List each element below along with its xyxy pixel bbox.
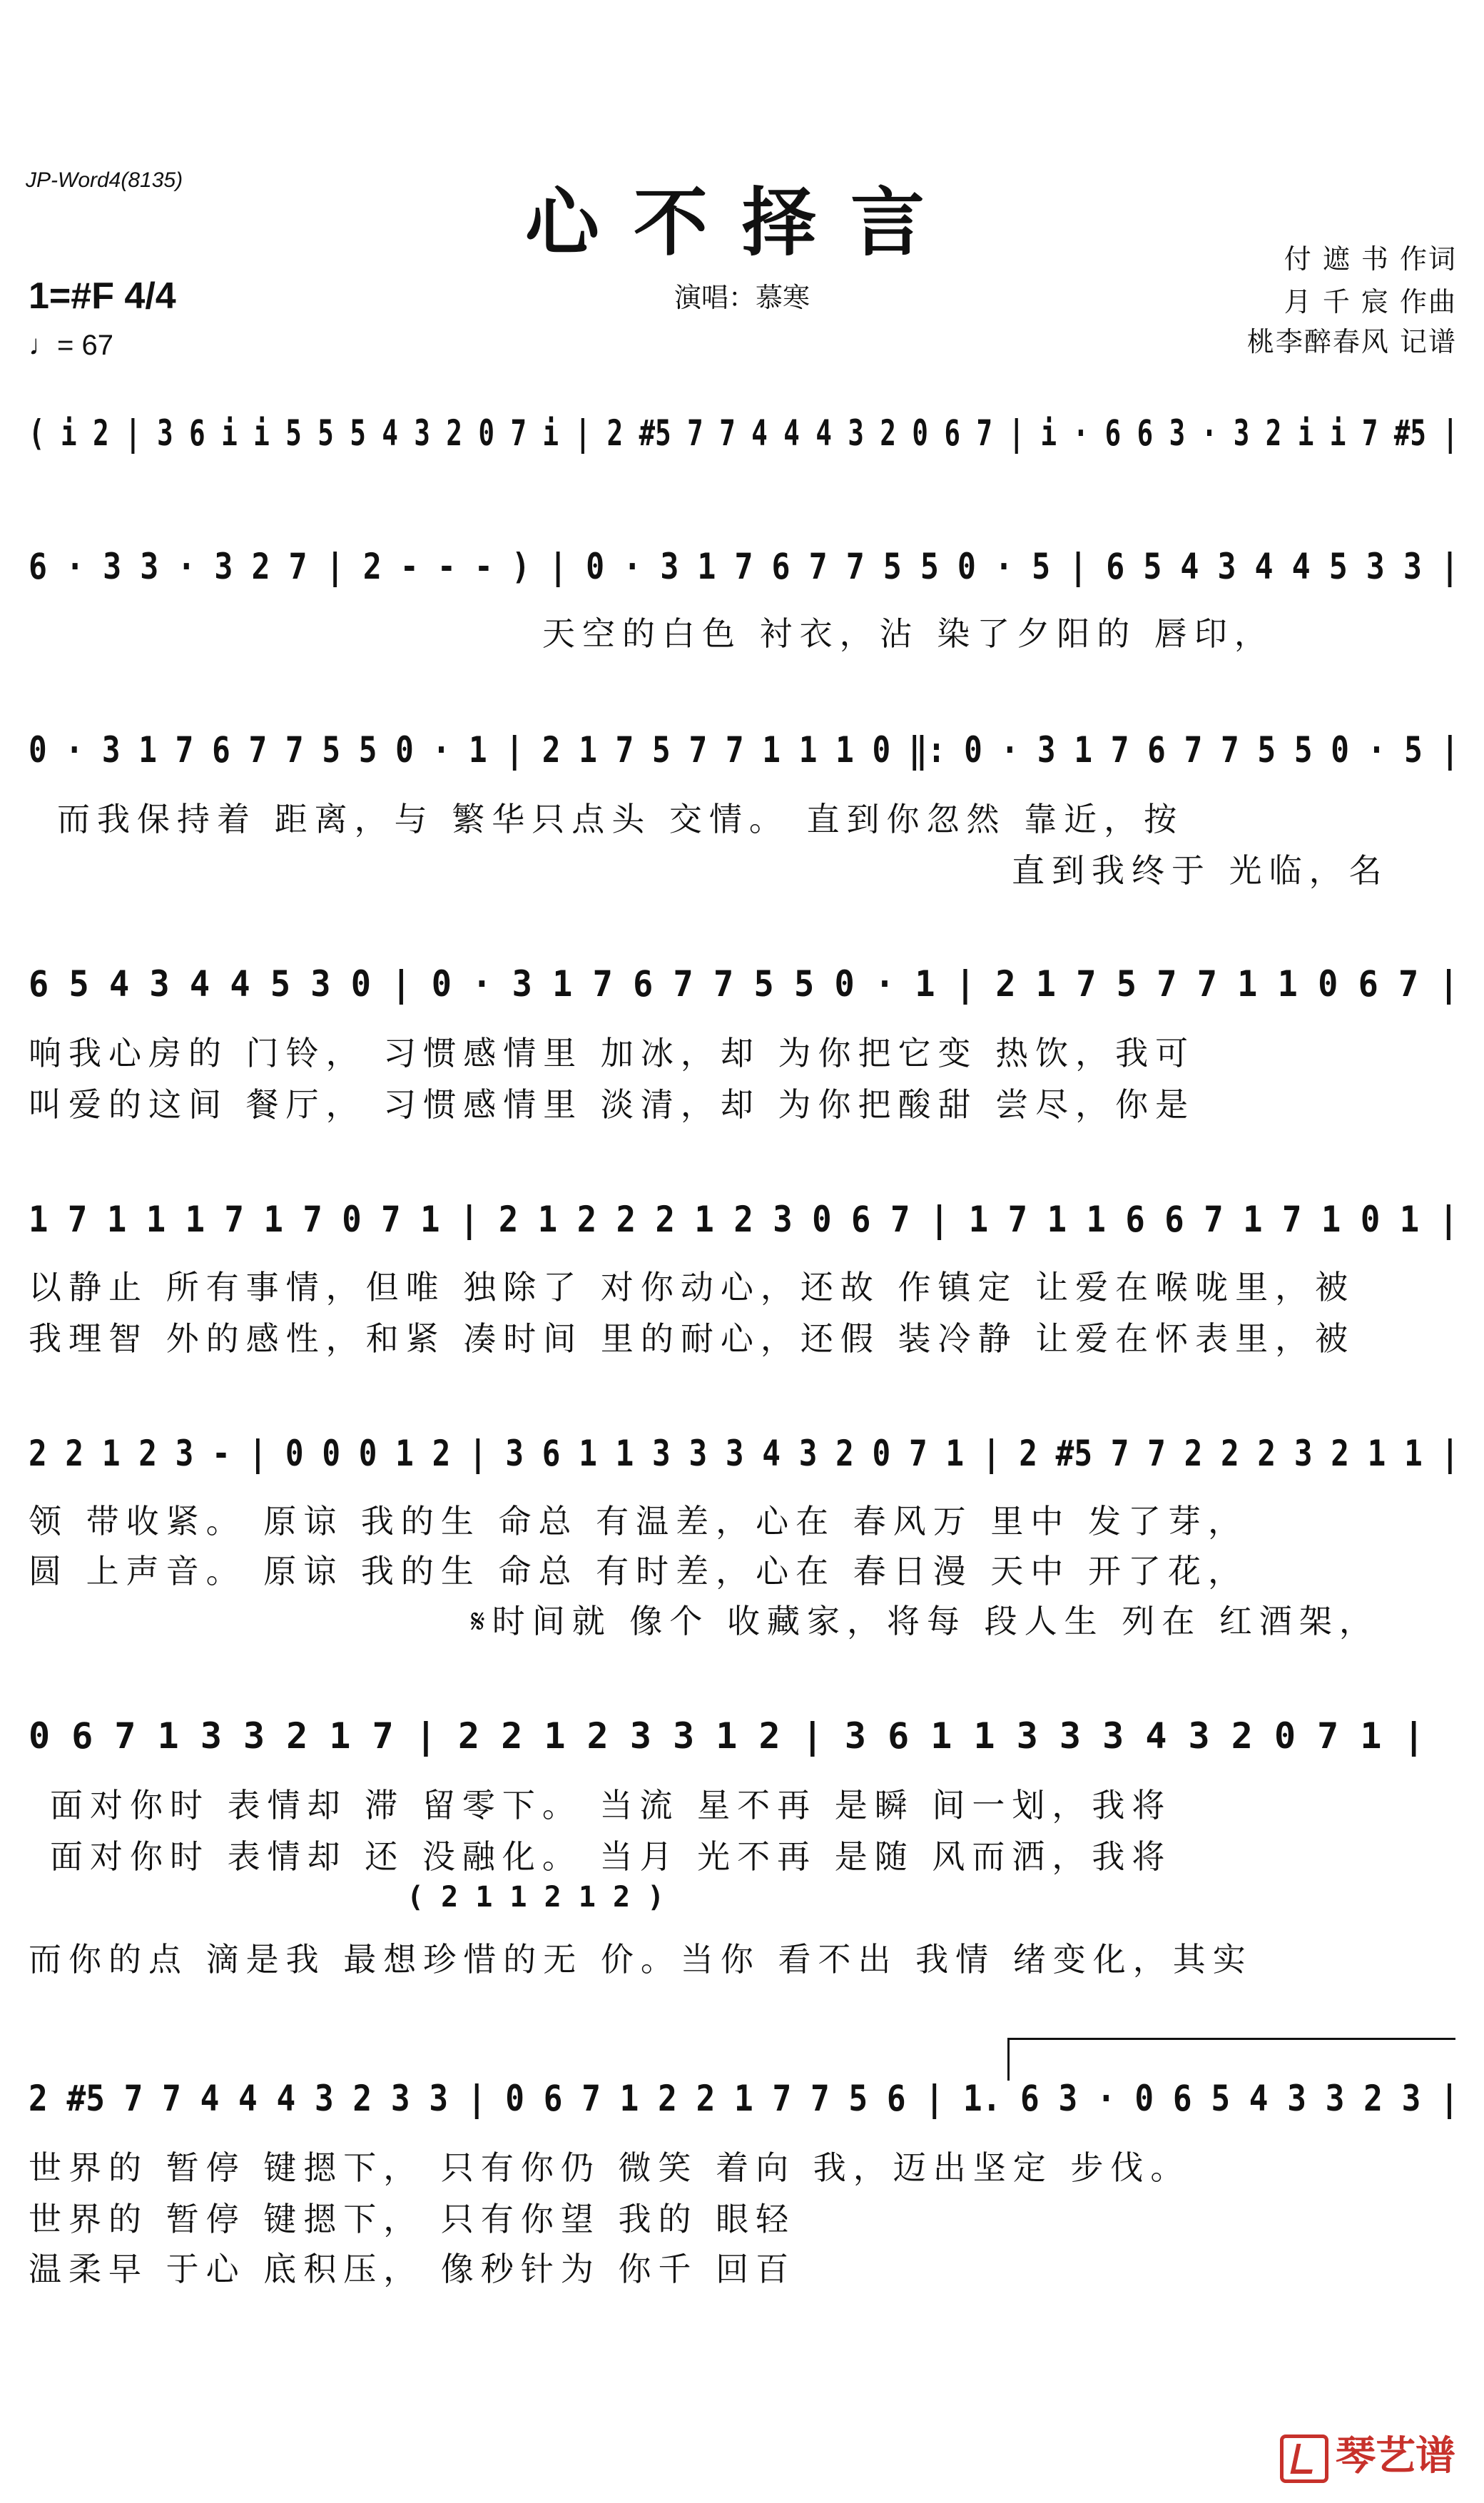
tempo-marking: ♩= 67 xyxy=(29,330,113,361)
lyric-line-4-2: 叫爱的这间 餐厅， 习惯感情里 淡清，却 为你把酸甜 尝尽，你是 xyxy=(29,1085,1196,1124)
singer-credit: 演唱：慕寒 xyxy=(674,282,810,313)
lyric-line-8-3: 温柔早 于心 底积压， 像秒针为 你千 回百 xyxy=(29,2250,796,2288)
triplet-notes: ( 2 1 1 2 1 2 ) xyxy=(407,1881,665,1914)
lyric-line-3-1: 而我保持着 距离，与 繁华只点头 交情。 直到你忽然 靠近，按 xyxy=(57,800,1184,838)
notation-line-1: ( i 2 | 3 6 i i 5 5 5 4 3 2 0 7 i | 2 #5 7 7 4 4 4 3 2 0 6 7 | i · 6 6 3 · 3 2 i i 7 #5 | xyxy=(29,412,1458,454)
logo-icon xyxy=(1280,2435,1328,2483)
notation-line-7: 0 6 7 1 3 3 2 1 7 | 2 2 1 2 3 3 1 2 | 3 6 1 1 3 3 3 4 3 2 0 7 1 | xyxy=(29,1715,1425,1757)
lyric-line-6-2: 圆 上声音。 原谅 我的生 命总 有时差，心在 春日漫 天中 开了花， xyxy=(29,1552,1248,1590)
lyric-line-2-1: 天空的白色 衬衣，沾 染了夕阳的 唇印， xyxy=(542,614,1274,653)
lyric-line-6-3: 𝄋时间就 像个 收藏家，将每 段人生 列在 红酒架， xyxy=(471,1602,1379,1640)
notation-line-5: 1 7 1 1 1 7 1 7 0 7 1 | 2 1 2 2 2 1 2 3 0 6 7 | 1 7 1 1 6 6 7 1 7 1 0 1 | xyxy=(29,1199,1459,1240)
song-title: 心不择言 xyxy=(524,178,959,266)
transcriber-credit: 桃李醉春风 记谱 xyxy=(1246,326,1457,357)
lyric-line-7-2: 面对你时 表情却 还 没融化。 当月 光不再 是随 风而洒，我将 xyxy=(50,1837,1172,1876)
composer-credit: 月 千 宸 作曲 xyxy=(1284,286,1457,318)
lyric-line-8-2: 世界的 暂停 键摁下， 只有你望 我的 眼轻 xyxy=(29,2200,796,2238)
lyric-line-8-1: 世界的 暂停 键摁下， 只有你仍 微笑 着向 我，迈出坚定 步伐。 xyxy=(29,2148,1191,2187)
key-signature: 1=#F 4/4 xyxy=(29,275,176,317)
lyric-line-4-1: 响我心房的 门铃， 习惯感情里 加冰，却 为你把它变 热饮，我可 xyxy=(29,1034,1196,1072)
logo-text: 琴艺谱 xyxy=(1336,2433,1455,2480)
lyric-line-5-1: 以静止 所有事情，但唯 独除了 对你动心，还故 作镇定 让爱在喉咙里，被 xyxy=(29,1268,1356,1306)
lyric-line-3-2: 直到我终于 光临，名 xyxy=(1012,851,1389,890)
lyricist-credit: 付 遮 书 作词 xyxy=(1284,243,1457,275)
site-logo xyxy=(1280,2425,1455,2483)
notation-line-2: 6 · 3 3 · 3 2 7 | 2 - - - ) | 0 · 3 1 7 6 7 7 5 5 0 · 5 | 6 5 4 3 4 4 5 3 3 | xyxy=(29,546,1459,587)
notation-line-3: 0 · 3 1 7 6 7 7 5 5 0 · 1 | 2 1 7 5 7 7 1 1 1 0 ‖: 0 · 3 1 7 6 7 7 5 5 0 · 5 | xyxy=(29,729,1460,771)
notation-line-6: 2 2 1 2 3 - | 0 0 0 1 2 | 3 6 1 1 3 3 3 4 3 2 0 7 1 | 2 #5 7 7 2 2 2 3 2 1 1 | xyxy=(29,1433,1460,1474)
lyric-line-7-3: 而你的点 滴是我 最想珍惜的无 价。当你 看不出 我情 绪变化，其实 xyxy=(29,1940,1253,1979)
lyric-line-6-1: 领 带收紧。 原谅 我的生 命总 有温差，心在 春风万 里中 发了芽， xyxy=(29,1502,1248,1540)
notation-line-8: 2 #5 7 7 4 4 4 3 2 3 3 | 0 6 7 1 2 2 1 7 7 5 6 | 1. 6 3 · 0 6 5 4 3 3 2 3 | xyxy=(29,2078,1459,2119)
volta-bracket xyxy=(1007,2038,1455,2040)
lyric-line-7-1: 面对你时 表情却 滞 留零下。 当流 星不再 是瞬 间一划，我将 xyxy=(50,1786,1172,1824)
volta-bracket-stem xyxy=(1007,2038,1010,2081)
lyric-line-5-2: 我理智 外的感性，和紧 凑时间 里的耐心，还假 装冷静 让爱在怀表里，被 xyxy=(29,1319,1356,1358)
notation-line-4: 6 5 4 3 4 4 5 3 0 | 0 · 3 1 7 6 7 7 5 5 0 · 1 | 2 1 7 5 7 7 1 1 0 6 7 | xyxy=(29,963,1459,1005)
watermark: JP-Word4(8135) xyxy=(26,168,183,192)
